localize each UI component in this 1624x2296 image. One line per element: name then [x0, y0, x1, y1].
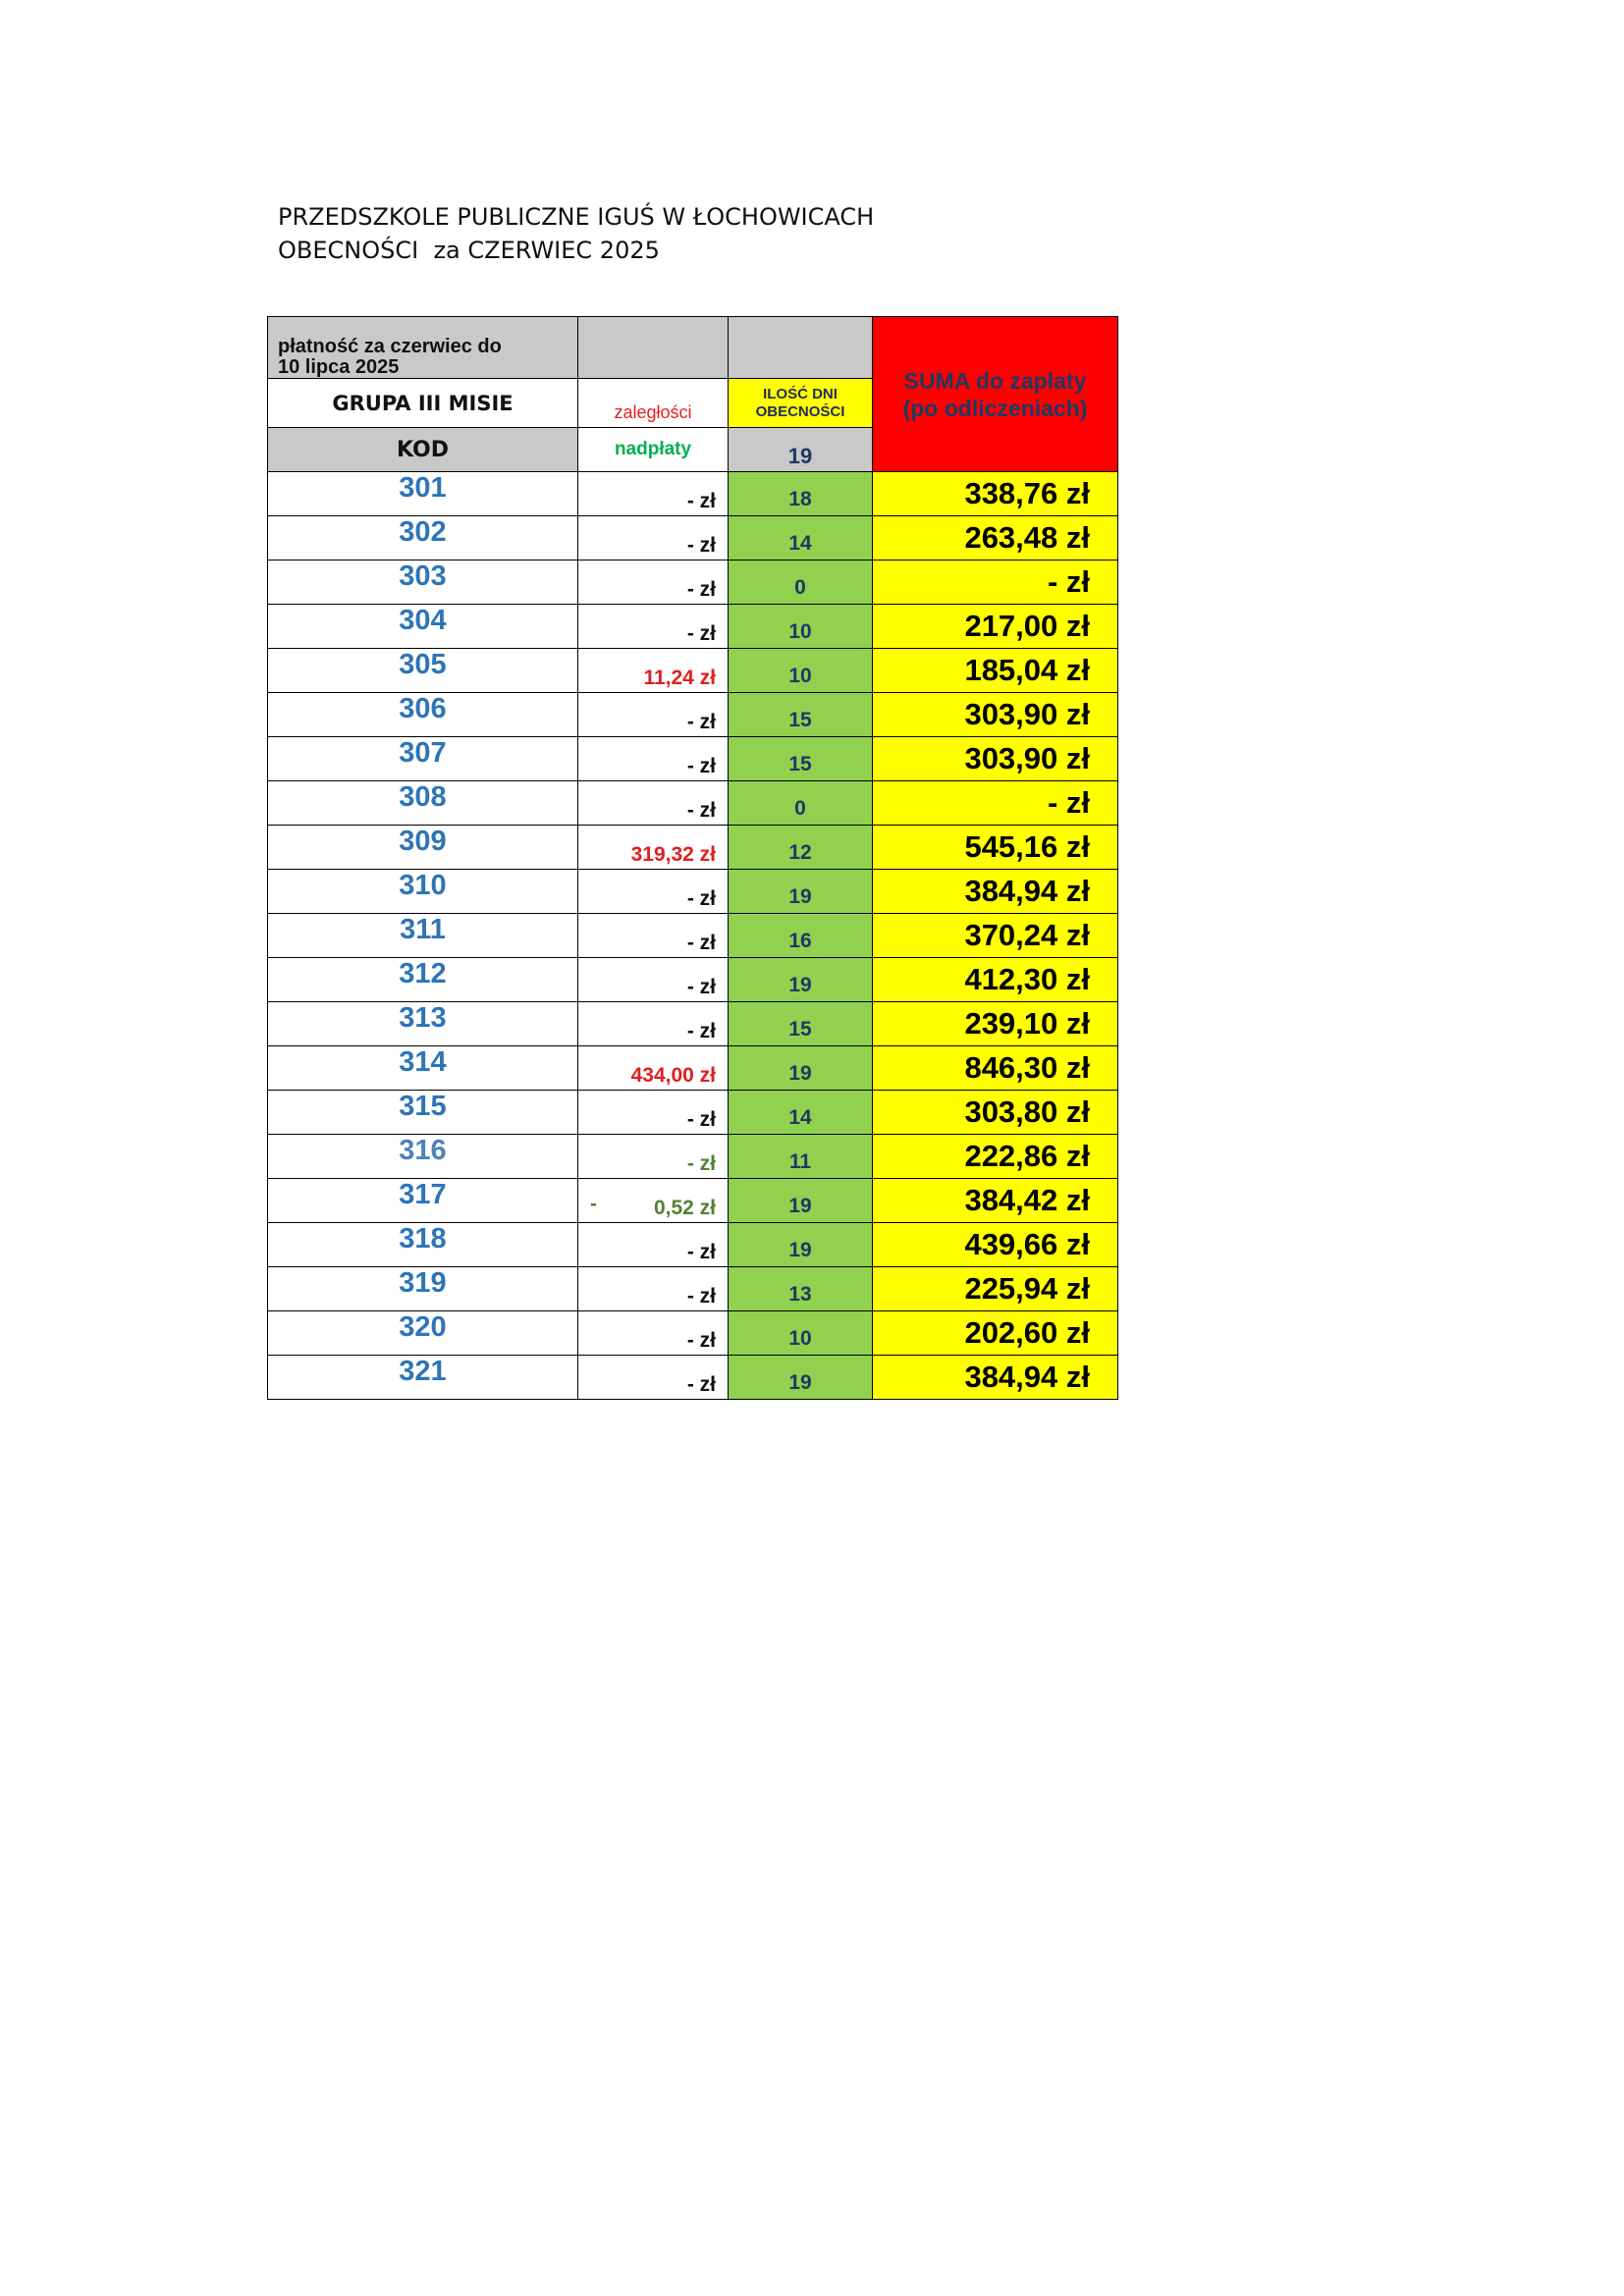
balance-cell — [578, 1311, 729, 1356]
sum-cell: 225,94 zł — [873, 1267, 1118, 1311]
sum-label-line1: SUMA do zapłaty — [903, 367, 1087, 394]
header-blank-arrears — [578, 317, 729, 379]
balance-cell — [578, 914, 729, 958]
balance-value: - zł — [686, 711, 716, 733]
sum-cell: 412,30 zł — [873, 958, 1118, 1002]
group-label: GRUPA III MISIE — [268, 379, 578, 428]
kod-cell: 302 — [268, 516, 578, 561]
balance-cell — [578, 826, 729, 870]
table-row — [268, 1356, 1118, 1400]
table-row — [268, 1179, 1118, 1223]
days-cell: 0 — [729, 781, 873, 826]
sum-cell: 384,42 zł — [873, 1179, 1118, 1223]
sum-cell: 338,76 zł — [873, 472, 1118, 516]
kod-cell: 306 — [268, 693, 578, 737]
table-row — [268, 914, 1118, 958]
days-cell: 13 — [729, 1267, 873, 1311]
table-row — [268, 1046, 1118, 1091]
balance-cell — [578, 1179, 729, 1223]
balance-value: - zł — [686, 799, 716, 822]
kod-cell: 313 — [268, 1002, 578, 1046]
kod-cell: 309 — [268, 826, 578, 870]
sum-cell: 439,66 zł — [873, 1223, 1118, 1267]
workdays-count: 19 — [729, 428, 873, 472]
days-cell: 19 — [729, 1179, 873, 1223]
balance-value: 434,00 zł — [630, 1064, 716, 1087]
kod-cell: 319 — [268, 1267, 578, 1311]
balance-value: - zł — [686, 887, 716, 910]
days-cell: 19 — [729, 870, 873, 914]
balance-cell — [578, 1223, 729, 1267]
sum-cell: 222,86 zł — [873, 1135, 1118, 1179]
table-row — [268, 826, 1118, 870]
balance-value: 319,32 zł — [630, 843, 716, 866]
sum-cell: 384,94 zł — [873, 1356, 1118, 1400]
balance-value: - zł — [686, 534, 716, 557]
kod-cell: 310 — [268, 870, 578, 914]
sum-cell: - zł — [873, 561, 1118, 605]
balance-value: 11,24 zł — [643, 667, 716, 689]
balance-cell — [578, 781, 729, 826]
balance-cell — [578, 649, 729, 693]
balance-cell — [578, 1267, 729, 1311]
attendance-title: OBECNOŚCI za CZERWIEC 2025 — [278, 237, 660, 264]
sum-cell: - zł — [873, 781, 1118, 826]
days-cell: 12 — [729, 826, 873, 870]
balance-cell — [578, 870, 729, 914]
header-blank-days — [729, 317, 873, 379]
balance-cell — [578, 1356, 729, 1400]
balance-value: - zł — [686, 932, 716, 954]
kod-cell: 316 — [268, 1135, 578, 1179]
balance-value: - zł — [686, 1152, 716, 1175]
days-cell: 15 — [729, 693, 873, 737]
overpay-sign: - — [590, 1193, 597, 1215]
days-cell: 10 — [729, 605, 873, 649]
kod-cell: 314 — [268, 1046, 578, 1091]
table-row — [268, 605, 1118, 649]
balance-cell — [578, 516, 729, 561]
kod-cell: 321 — [268, 1356, 578, 1400]
days-cell: 19 — [729, 958, 873, 1002]
table-row — [268, 561, 1118, 605]
balance-cell — [578, 1091, 729, 1135]
overpay-label: nadpłaty — [578, 428, 729, 472]
table-row — [268, 472, 1118, 516]
sum-cell: 303,90 zł — [873, 693, 1118, 737]
table-row — [268, 1091, 1118, 1135]
balance-cell — [578, 958, 729, 1002]
balance-cell — [578, 737, 729, 781]
days-cell: 11 — [729, 1135, 873, 1179]
sum-cell: 384,94 zł — [873, 870, 1118, 914]
sum-label-line2: (po odliczeniach) — [902, 395, 1088, 421]
sum-cell: 263,48 zł — [873, 516, 1118, 561]
balance-value: - zł — [686, 1241, 716, 1263]
balance-value: - zł — [686, 1373, 716, 1396]
table-row — [268, 693, 1118, 737]
kod-cell: 301 — [268, 472, 578, 516]
kod-cell: 303 — [268, 561, 578, 605]
balance-value: - zł — [686, 1108, 716, 1131]
table-row — [268, 1002, 1118, 1046]
sum-cell: 303,80 zł — [873, 1091, 1118, 1135]
days-cell: 10 — [729, 649, 873, 693]
days-cell: 19 — [729, 1046, 873, 1091]
table-row — [268, 870, 1118, 914]
sum-header — [873, 317, 1118, 472]
days-label-line2: OBECNOŚCI — [755, 402, 845, 420]
balance-cell — [578, 561, 729, 605]
payment-label-line2: 10 lipca 2025 — [278, 356, 400, 378]
sum-cell: 217,00 zł — [873, 605, 1118, 649]
kod-cell: 315 — [268, 1091, 578, 1135]
kod-cell: 318 — [268, 1223, 578, 1267]
days-cell: 15 — [729, 1002, 873, 1046]
days-cell: 16 — [729, 914, 873, 958]
days-cell: 19 — [729, 1223, 873, 1267]
balance-value: - zł — [686, 1020, 716, 1042]
table-row — [268, 1267, 1118, 1311]
sum-cell: 303,90 zł — [873, 737, 1118, 781]
days-cell: 15 — [729, 737, 873, 781]
days-cell: 0 — [729, 561, 873, 605]
balance-value: - zł — [686, 1285, 716, 1308]
kod-cell: 320 — [268, 1311, 578, 1356]
kod-cell: 305 — [268, 649, 578, 693]
kod-cell: 311 — [268, 914, 578, 958]
days-cell: 19 — [729, 1356, 873, 1400]
balance-value: - zł — [686, 976, 716, 998]
balance-value: - zł — [686, 1329, 716, 1352]
kod-cell: 307 — [268, 737, 578, 781]
kod-cell: 308 — [268, 781, 578, 826]
days-cell: 10 — [729, 1311, 873, 1356]
balance-cell — [578, 693, 729, 737]
kod-cell: 312 — [268, 958, 578, 1002]
table-row — [268, 958, 1118, 1002]
sum-cell: 202,60 zł — [873, 1311, 1118, 1356]
days-cell: 14 — [729, 1091, 873, 1135]
balance-value: - zł — [686, 755, 716, 777]
sum-cell: 370,24 zł — [873, 914, 1118, 958]
balance-value: - zł — [686, 578, 716, 601]
table-row — [268, 516, 1118, 561]
arrears-label: zaległości — [578, 379, 729, 428]
payment-deadline-label — [268, 317, 578, 379]
document-title — [278, 200, 874, 267]
kod-cell: 317 — [268, 1179, 578, 1223]
table-row — [268, 781, 1118, 826]
kod-cell: 304 — [268, 605, 578, 649]
balance-cell — [578, 472, 729, 516]
balance-value: - zł — [686, 622, 716, 645]
sum-cell: 545,16 zł — [873, 826, 1118, 870]
balance-value: 0,52 zł — [653, 1197, 716, 1219]
table-row — [268, 1223, 1118, 1267]
days-header — [729, 379, 873, 428]
days-cell: 18 — [729, 472, 873, 516]
days-cell: 14 — [729, 516, 873, 561]
school-name: PRZEDSZKOLE PUBLICZNE IGUŚ W ŁOCHOWICACH — [278, 203, 875, 231]
sum-cell: 185,04 zł — [873, 649, 1118, 693]
table-row — [268, 1135, 1118, 1179]
payment-label-line1: płatność za czerwiec do — [278, 336, 502, 357]
sum-cell: 846,30 zł — [873, 1046, 1118, 1091]
table-row — [268, 737, 1118, 781]
sum-cell: 239,10 zł — [873, 1002, 1118, 1046]
balance-cell — [578, 1002, 729, 1046]
days-label-line1: ILOŚĆ DNI — [763, 385, 838, 402]
table-row — [268, 649, 1118, 693]
kod-label: KOD — [268, 428, 578, 472]
balance-cell — [578, 605, 729, 649]
balance-cell — [578, 1135, 729, 1179]
balance-value: - zł — [686, 490, 716, 512]
attendance-table — [267, 316, 1118, 1400]
table-row — [268, 1311, 1118, 1356]
balance-cell — [578, 1046, 729, 1091]
